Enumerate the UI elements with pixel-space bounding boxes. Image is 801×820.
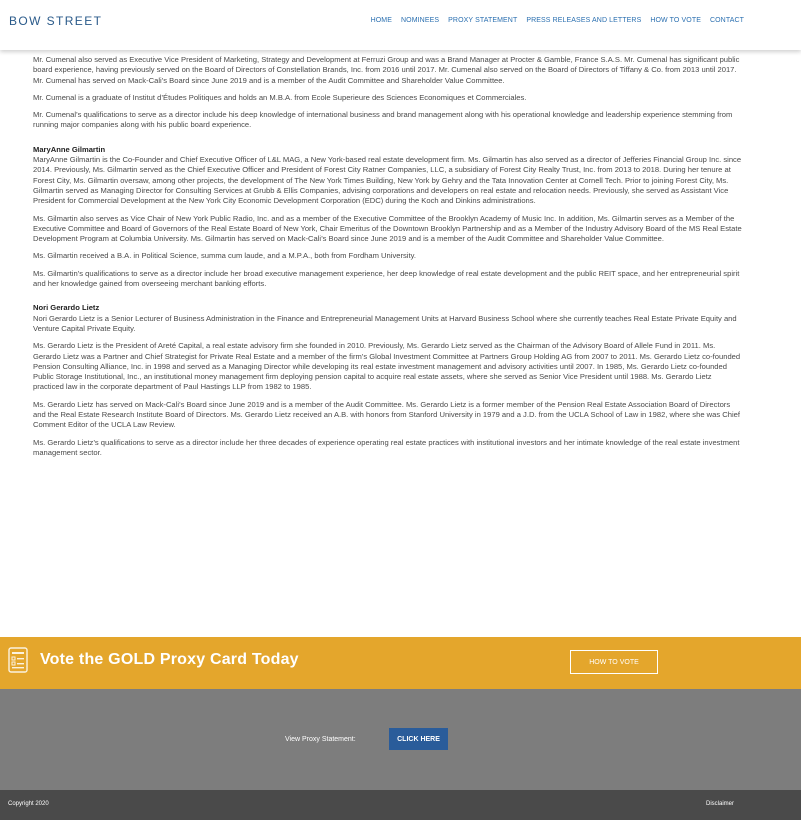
bio-paragraph: Mr. Cumenal’s qualifications to serve as a director include his deep knowledge of international business and brand management along with his operational knowledge and leadership experience stemming from running major companies along with his public board experience. (33, 110, 733, 130)
nav-nominees[interactable]: NOMINEES (401, 17, 440, 24)
nav-contact[interactable]: CONTACT (709, 17, 744, 24)
view-proxy-label: View Proxy Statement: (285, 736, 356, 743)
nav-proxy-statement[interactable]: PROXY STATEMENT (448, 17, 518, 24)
proxy-card-icon (8, 647, 28, 673)
nav-how-to-vote[interactable]: HOW TO VOTE (650, 17, 701, 24)
bio-paragraph: Ms. Gerardo Lietz’s qualifications to serve as a director include her three decades of experience operating real estate practices with institutional investors and her intimate knowledge of the real estate investment management sector. (33, 437, 740, 457)
bio-paragraph: Mr. Cumenal also served as Executive Vice President of Marketing, Strategy and Development at Ferruzi Group and was a Brand Manager at Procter & Gamble, France S.A.S. Mr. Cumenal has significant public board experience, having previously served on the Board of Directors of Constellation Brands, Inc. from 2016 until 2017. Mr. Cumenal also served on the Board of Directors of Tiffany & Co. from 2013 until 2017. Mr. Cumenal has served on Mack-Cali’s Board since June 2019 and is a member of the Audit Committee and Shareholder Value Committee. (33, 55, 740, 85)
nav-press-releases[interactable]: PRESS RELEASES AND LETTERS (526, 17, 642, 24)
nominee-bios (33, 55, 743, 465)
disclaimer-link[interactable]: Disclaimer (706, 801, 735, 807)
bio-paragraph: Ms. Gerardo Lietz has served on Mack-Cali’s Board since June 2019 and is a member of the Audit Committee. Ms. Gerardo Lietz is a former member of the Pension Real Estate Association Board of Directors and the Real Estate Research Institute Board of Directors. Ms. Gerardo Lietz received an A.B. with honors from Stanford University in 1979 and a J.D. from the UCLA School of Law in 1982, where she was Chief Comment Editor of the UCLA Law Review. (33, 399, 740, 430)
nominee-name: MaryAnne Gilmartin (33, 144, 106, 154)
bio-paragraph: Ms. Gerardo Lietz is the President of Areté Capital, a real estate advisory firm she founded in 2010. Previously, Ms. Gerardo Lietz served as the Chairman of the Advisory Board of Allele Fund in 2011. Ms. Gerardo Lietz was a Partner and Chief Strategist for Private Real Estate and a member of the firm’s Global Investment Committee at Partners Group Holding AG from 2007 to 2011. Ms. Gerardo Lietz co-founded Pension Consulting Alliance, Inc. in 1998 and served as a Managing Director while developing its real estate investment management and advisory activities until 2007. In 1985, Ms. Gerardo Lietz co-founded Public Storage Institutional, Inc., an institutional money management firm deploying pension capital to acquire real estate assets, where she served as Senior Vice President until 1988. Ms. Gerardo Lietz practiced law in the corporate department of Paul Hastings LLP from 1982 to 1985. (33, 341, 741, 392)
nav-home[interactable]: HOME (370, 17, 392, 24)
bio-paragraph: Nori Gerardo Lietz is a Senior Lecturer of Business Administration in the Finance and Entrepreneurial Management Units at Harvard Business School where she currently teaches Real Estate Private Equity and Venture Capital Private Equity. (33, 313, 737, 333)
copyright-text: Copyright 2020 (8, 801, 49, 807)
click-here-button[interactable]: CLICK HERE (389, 728, 448, 750)
how-to-vote-button[interactable]: HOW TO VOTE (570, 650, 658, 674)
nominee-name: Nori Gerardo Lietz (33, 303, 100, 313)
bio-paragraph: Ms. Gilmartin received a B.A. in Political Science, summa cum laude, and a M.P.A., both from Fordham University. (33, 251, 416, 261)
vote-banner-title: Vote the GOLD Proxy Card Today (40, 651, 299, 668)
vote-banner (0, 637, 801, 689)
bio-paragraph: Ms. Gilmartin also serves as Vice Chair of New York Public Radio, Inc. and as a member of the Executive Committee of the Brooklyn Academy of Music Inc. In addition, Ms. Gilmartin serves as a Member of the Executive Committee and Board of Governors of the Real Estate Board of New York, Chair Emeritus of the Downtown Brooklyn Partnership and as a Member of the Industry Advisory Board of the MS Real Estate Development Program at Columbia University. Ms. Gilmartin has served on Mack-Cali’s Board since June 2019 and is a member of the Audit Committee and Shareholder Value Committee. (33, 213, 742, 244)
bio-paragraph: Mr. Cumenal is a graduate of Institut d’Études Politiques and holds an M.B.A. from Ecole Superieure des Sciences Economiques et Commerciales. (33, 92, 527, 102)
site-header (0, 0, 801, 50)
site-logo[interactable]: BOW STREET (9, 14, 103, 28)
main-nav (371, 17, 744, 24)
bio-paragraph: MaryAnne Gilmartin is the Co-Founder and Chief Executive Officer of L&L MAG, a New York-based real estate development firm. Ms. Gilmartin has also served as a director of Jefferies Financial Group Inc. since 2014. Previously, Ms. Gilmartin served as the Chief Executive Officer and President of Forest City Ratner Companies, LLC, a subsidiary of Forest City Realty Trust, Inc. from 2013 to 2018. During her tenure at Forest City, Ms. Gilmartin oversaw, among other projects, the development of The New York Times Building, New York by Gehry and the Tata Innovation Center at Cornell Tech. Prior to joining Forest City, Ms. Gilmartin served as Managing Director for Consulting Services at Grubb & Ellis Companies, advising corporations and developers on real estate and relocation needs. Previously, she served as Assistant Vice President for Commercial Development at the New York City Economic Development Corporation (EDC) during the Koch and Dinkins administrations. (33, 155, 742, 206)
site-footer (0, 790, 801, 820)
bio-paragraph: Ms. Gilmartin’s qualifications to serve as a director include her broad executive management experience, her deep knowledge of real estate development and the public REIT space, and her entrepreneurial spirit and her knowledge gained from overseeing merchant banking efforts. (33, 268, 740, 289)
proxy-section (0, 689, 801, 790)
